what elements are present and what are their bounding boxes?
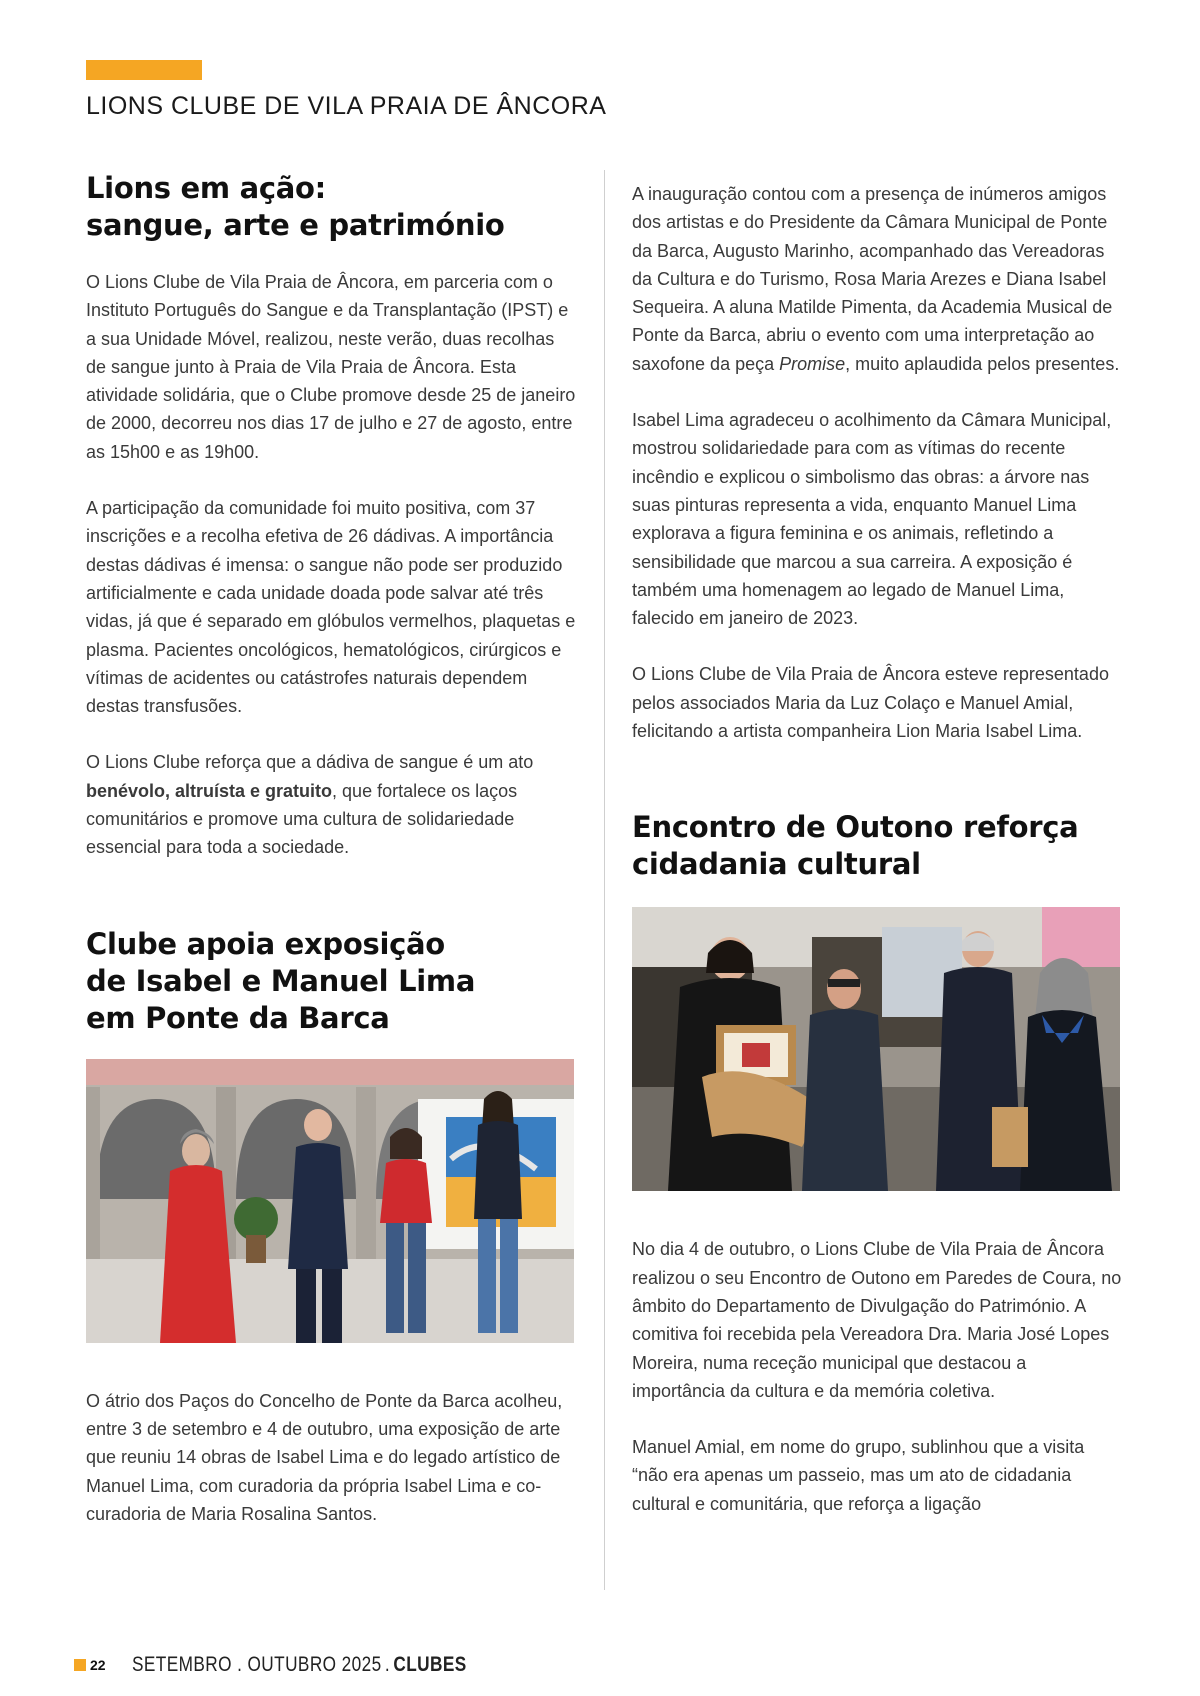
column-divider	[604, 170, 605, 1590]
header-accent-bar	[86, 60, 202, 80]
italic-text: Promise	[779, 353, 846, 374]
page-footer	[74, 1650, 540, 1680]
title-line: cidadania cultural	[632, 847, 921, 882]
article2-paragraph-1: O átrio dos Paços do Concelho de Ponte da Barca acolheu, entre 3 de setembro e 4 de outubro, uma exposição de arte que reuniu 14 obras de Isabel Lima e do legado artístico de Manuel Lima, com curadoria da própria Isabel Lima e co-curadoria de Maria Rosalina Santos.	[86, 1390, 563, 1524]
article2-paragraph-2	[632, 180, 1122, 378]
footer-accent-square	[74, 1659, 86, 1671]
footer-issue-label	[132, 1653, 467, 1677]
article1-paragraph-1: O Lions Clube de Vila Praia de Âncora, em parceria com o Instituto Português do Sangue e da Transplantação (IPST) e a sua Unidade Móvel, realizou, neste verão, duas recolhas de sangue junto à Praia de Vila Praia de Âncora. Esta atividade solidária, que o Clube promove desde 25 de janeiro de 2000, decorreu nos dias 17 de julho e 27 de agosto, entre as 15h00 e as 19h00.	[86, 272, 576, 462]
page-number: 22	[90, 1657, 106, 1673]
article2-paragraph-3: Isabel Lima agradeceu o acolhimento da Câmara Municipal, mostrou solidariedade para com as vítimas do recente incêndio e explicou o simbolismo das obras: a árvore nas suas pinturas representa a vida, enquanto Manuel Lima explorava a figura feminina e os animais, refletindo a sensibilidade que marcou a sua carreira. A exposição é também uma homenagem ao legado de Manuel Lima, falecido em janeiro de 2023.	[632, 410, 1112, 629]
title-line: Clube apoia exposição	[86, 926, 445, 961]
text-run: , muito aplaudida pelos presentes.	[845, 353, 1120, 374]
left-column	[86, 170, 576, 1528]
exhibition-photo	[86, 1059, 574, 1343]
text-run: A inauguração contou com a presença de inúmeros amigos dos artistas e do Presidente da Câmara Municipal de Ponte da Barca, Augusto Marinho, acompanhado das Vereadoras da Cultura e do Turismo, Rosa Maria Arezes e Diana Isabel Sequeira. A aluna Matilde Pimenta, da Academia Musical de Ponte da Barca, abriu o evento com uma interpretação ao saxofone da peça	[632, 184, 1113, 374]
article1-paragraph-2: A participação da comunidade foi muito positiva, com 37 inscrições e a recolha efetiva de 26 dádivas. A importância destas dádivas é imensa: o sangue não pode ser produzido artificialmente e cada unidade doada pode salvar até três vidas, já que é separado em glóbulos vermelhos, plaquetas e plasma. Pacientes oncológicos, hematológicos, cirúrgicos e vítimas de acidentes ou catástrofes naturais dependem destas transfusões.	[86, 498, 576, 717]
bold-text: benévolo, altruísta e gratuito	[86, 780, 333, 801]
text-run: O Lions Clube reforça que a dádiva de sangue é um ato	[86, 752, 534, 773]
title-line: de Isabel e Manuel Lima	[86, 963, 476, 998]
article-title-lions-em-acao	[86, 170, 576, 244]
section-header: LIONS CLUBE DE VILA PRAIA DE ÂNCORA	[86, 92, 607, 120]
title-line: em Ponte da Barca	[86, 1000, 390, 1035]
encontro-photo	[632, 907, 1120, 1191]
title-line: Lions em ação:	[86, 171, 326, 205]
issue-date: SETEMBRO . OUTUBRO 2025	[131, 1653, 382, 1676]
article3-paragraph-1: No dia 4 de outubro, o Lions Clube de Vila Praia de Âncora realizou o seu Encontro de Outono em Paredes de Coura, no âmbito do Departamento de Divulgação do Património. A comitiva foi recebida pela Vereadora Dra. Maria José Lopes Moreira, numa receção municipal que destacou a importância da cultura e da memória coletiva.	[632, 1239, 1122, 1401]
title-line: sangue, arte e património	[86, 208, 505, 242]
right-column	[632, 180, 1122, 1518]
magazine-brand: CLUBES	[392, 1653, 467, 1676]
article2-paragraph-4: O Lions Clube de Vila Praia de Âncora esteve representado pelos associados Maria da Luz Colaço e Manuel Amial, felicitando a artista companheira Lion Maria Isabel Lima.	[632, 664, 1109, 742]
article-title-encontro-de-outono	[632, 809, 1122, 883]
text-run: , que fortalece os laços comunitários e promove uma cultura de solidariedade essencial para toda a sociedade.	[86, 780, 518, 858]
article3-paragraph-2: Manuel Amial, em nome do grupo, sublinhou que a visita “não era apenas um passeio, mas um ato de cidadania cultural e comunitária, que reforça a ligação	[632, 1437, 1085, 1514]
article1-paragraph-3	[86, 748, 576, 861]
issue-separator: .	[384, 1653, 390, 1676]
article-title-clube-apoia-exposicao	[86, 926, 576, 1037]
title-line: Encontro de Outono reforça	[632, 810, 1079, 845]
